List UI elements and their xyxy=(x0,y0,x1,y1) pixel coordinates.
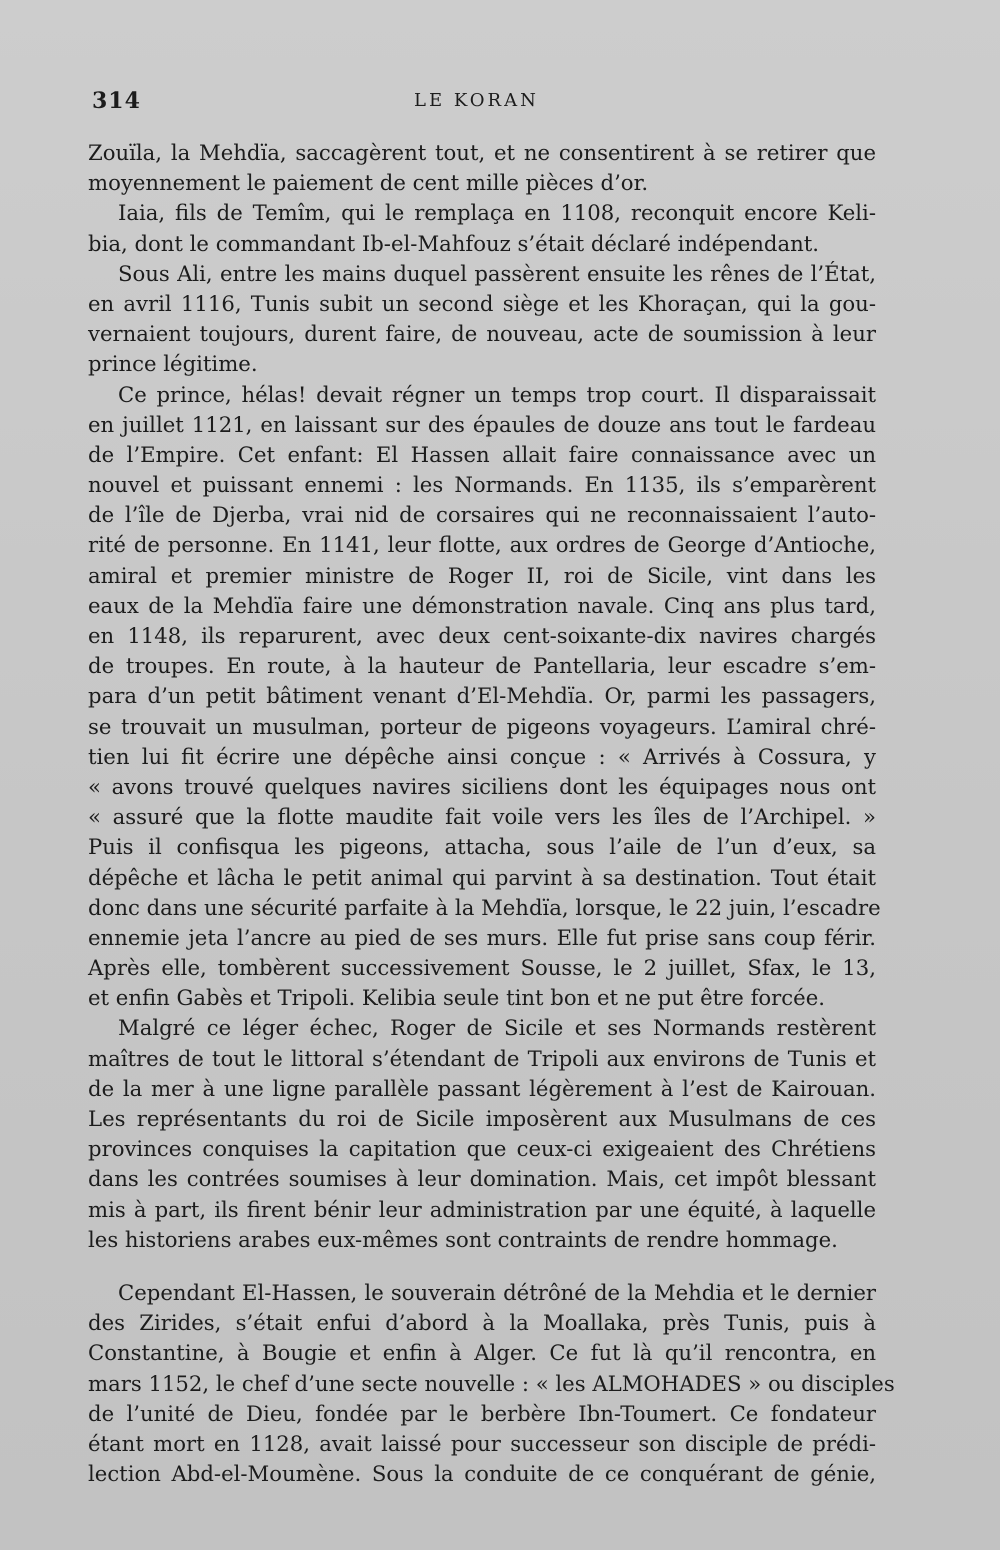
page-number: 314 xyxy=(92,88,141,114)
text-line: vernaient toujours, durent faire, de nouveau, acte de soumission à leur xyxy=(88,321,876,347)
text-line: étant mort en 1128, avait laissé pour successeur son disciple de prédi- xyxy=(88,1430,876,1456)
text-line: nouvel et puissant ennemi : les Normands. En 1135, ils s’emparèrent xyxy=(88,472,876,498)
text-line: Sous Ali, entre les mains duquel passèrent ensuite les rênes de l’État, xyxy=(118,260,876,286)
text-line: lection Abd-el-Moumène. Sous la conduite de ce conquérant de génie, xyxy=(88,1461,876,1487)
text-line: les historiens arabes eux-mêmes sont contraints de rendre hommage. xyxy=(88,1226,838,1252)
text-line: ennemie jeta l’ancre au pied de ses murs. Elle fut prise sans coup férir. xyxy=(88,924,876,950)
text-line: dépêche et lâcha le petit animal qui parvint à sa destination. Tout était xyxy=(88,864,876,890)
text-line: Constantine, à Bougie et enfin à Alger. Ce fut là qu’il rencontra, en xyxy=(88,1340,876,1366)
text-line: de troupes. En route, à la hauteur de Pantellaria, leur escadre s’em- xyxy=(88,653,876,679)
running-title: LE KORAN xyxy=(414,90,539,111)
text-line: tien lui fit écrire une dépêche ainsi conçue : « Arrivés à Cossura, y xyxy=(88,743,876,769)
text-line: en 1148, ils reparurent, avec deux cent-soixante-dix navires chargés xyxy=(88,623,876,648)
text-line: prince légitime. xyxy=(88,351,258,377)
second-text-block xyxy=(88,1278,895,1489)
text-line: moyennement le paiement de cent mille pièces d’or. xyxy=(88,170,649,196)
text-line: Cependant El-Hassen, le souverain détrôné de la Mehdia et le dernier xyxy=(118,1280,876,1305)
text-line: dans les contrées soumises à leur domination. Mais, cet impôt blessant xyxy=(88,1166,876,1192)
text-line: amiral et premier ministre de Roger II, roi de Sicile, vint dans les xyxy=(88,562,876,588)
text-line: mis à part, ils firent bénir leur administration par une équité, à laquelle xyxy=(88,1196,876,1222)
text-line: en avril 1116, Tunis subit un second siège et les Khoraçan, qui la gou- xyxy=(88,290,876,316)
text-line: « avons trouvé quelques navires siciliens dont les équipages nous ont xyxy=(88,773,876,799)
text-line: et enfin Gabès et Tripoli. Kelibia seule tint bon et ne put être forcée. xyxy=(88,985,825,1011)
text-line: de la mer à une ligne parallèle passant légèrement à l’est de Kairouan. xyxy=(88,1075,876,1101)
text-line: « assuré que la flotte maudite fait voile vers les îles de l’Archipel. » xyxy=(88,804,876,830)
text-line: de l’unité de Dieu, fondée par le berbère Ibn-Toumert. Ce fondateur xyxy=(88,1400,876,1426)
main-text-block xyxy=(88,138,881,1255)
text-line: Les représentants du roi de Sicile imposèrent aux Musulmans de ces xyxy=(88,1106,876,1131)
text-line: Iaia, fils de Temîm, qui le remplaça en 1108, reconquit encore Keli- xyxy=(118,200,876,226)
page-header xyxy=(92,88,872,118)
text-line: des Zirides, s’était enfui d’abord à la Moallaka, près Tunis, puis à xyxy=(88,1310,876,1336)
text-line: eaux de la Mehdïa faire une démonstration navale. Cinq ans plus tard, xyxy=(88,592,876,618)
text-line: de l’île de Djerba, vrai nid de corsaires qui ne reconnaissaient l’auto- xyxy=(88,502,876,528)
text-line: Ce prince, hélas! devait régner un temps trop court. Il disparaissait xyxy=(118,381,876,407)
text-line: bia, dont le commandant Ib-el-Mahfouz s’était déclaré indépendant. xyxy=(88,230,820,256)
text-line: rité de personne. En 1141, leur flotte, aux ordres de George d’Antioche, xyxy=(88,532,876,558)
text-line: en juillet 1121, en laissant sur des épaules de douze ans tout le fardeau xyxy=(88,411,876,437)
text-line: donc dans une sécurité parfaite à la Mehdïa, lorsque, le 22 juin, l’escadre xyxy=(88,894,881,920)
text-line: para d’un petit bâtiment venant d’El-Mehdïa. Or, parmi les passagers, xyxy=(88,683,876,709)
text-line: maîtres de tout le littoral s’étendant de Tripoli aux environs de Tunis et xyxy=(88,1045,876,1071)
text-line: Zouïla, la Mehdïa, saccagèrent tout, et ne consentirent à se retirer que xyxy=(88,140,876,165)
text-line: Malgré ce léger échec, Roger de Sicile et ses Normands restèrent xyxy=(118,1015,876,1041)
text-line: Puis il confisqua les pigeons, attacha, sous l’aile de l’un d’eux, sa xyxy=(88,834,876,860)
text-line: mars 1152, le chef d’une secte nouvelle : « les ALMOHADES » ou disciples xyxy=(88,1370,895,1396)
text-line: provinces conquises la capitation que ceux-ci exigeaient des Chrétiens xyxy=(88,1136,876,1162)
text-line: de l’Empire. Cet enfant: El Hassen allait faire connaissance avec un xyxy=(88,441,876,467)
text-line: se trouvait un musulman, porteur de pigeons voyageurs. L’amiral chré- xyxy=(88,713,876,739)
text-line: Après elle, tombèrent successivement Sousse, le 2 juillet, Sfax, le 13, xyxy=(88,955,876,981)
